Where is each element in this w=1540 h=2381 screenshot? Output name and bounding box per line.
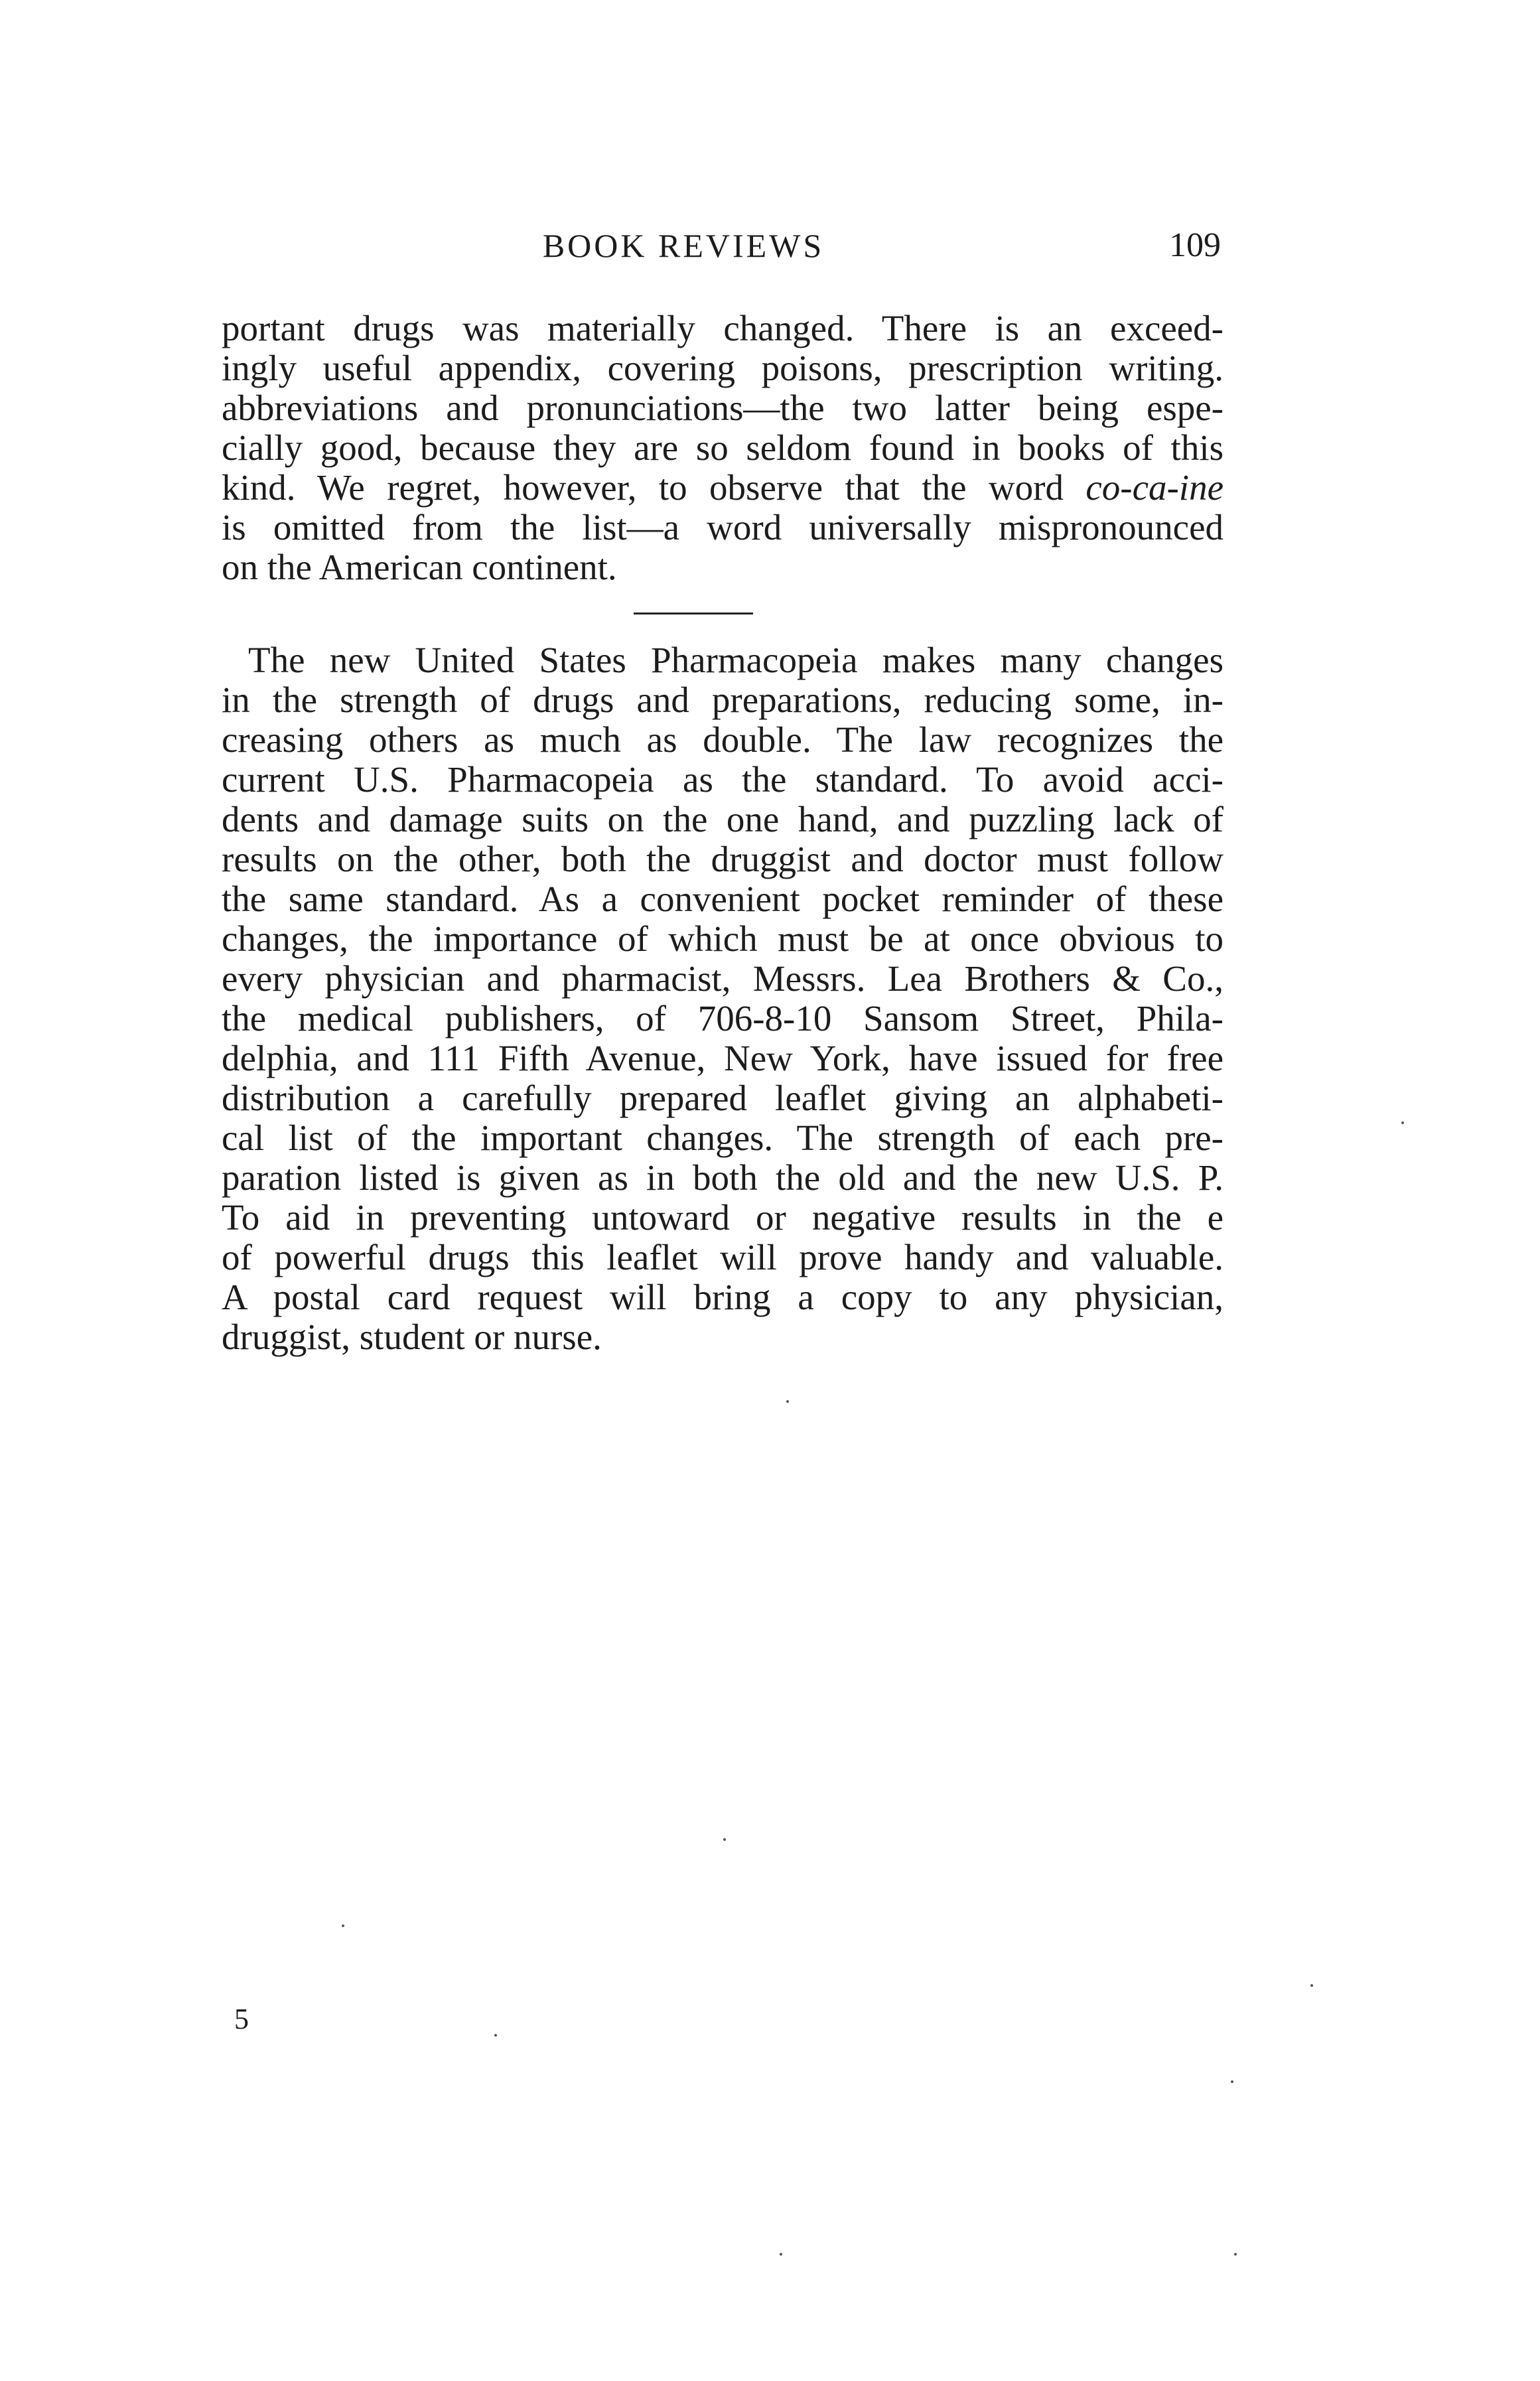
scan-speck xyxy=(494,2034,497,2037)
scan-speck xyxy=(1401,1121,1404,1124)
paragraph-2-first-line-text: The new United States Pharmacopeia makes many changes xyxy=(248,640,1224,680)
scan-speck xyxy=(780,2253,782,2256)
paragraph-2-line: current U.S. Pharmacopeia as the standard. To avoid acci- xyxy=(222,759,1224,800)
paragraph-2-line: druggist, student or nurse. xyxy=(222,1317,602,1357)
paragraph-2-line: the medical publishers, of 706-8-10 Sansom Street, Phila- xyxy=(222,998,1224,1039)
scan-speck xyxy=(723,1838,726,1841)
running-title: BOOK REVIEWS xyxy=(542,227,825,264)
paragraph-2-line: paration listed is given as in both the old and the new U.S. P. xyxy=(222,1157,1224,1198)
paragraph-1-line: cially good, because they are so seldom found in books of this xyxy=(222,427,1224,468)
paragraph-2-line: creasing others as much as double. The law recognizes the xyxy=(222,719,1224,760)
paragraph-2-line: the same standard. As a convenient pocket reminder of these xyxy=(222,879,1224,919)
paragraph-1-line: portant drugs was materially changed. There is an exceed- xyxy=(222,308,1224,348)
paragraph-2-line: in the strength of drugs and preparations, reducing some, in- xyxy=(222,680,1224,720)
paragraph-2-line: results on the other, both the druggist and doctor must follow xyxy=(222,839,1224,879)
scan-speck xyxy=(342,1924,344,1927)
paragraph-1-line: is omitted from the list—a word universally mispronounced xyxy=(222,507,1224,547)
paragraph-2-line: dents and damage suits on the one hand, and puzzling lack of xyxy=(222,799,1224,839)
scan-speck xyxy=(1234,2253,1237,2256)
paragraph-2-line: distribution a carefully prepared leaflet giving an alphabeti- xyxy=(222,1078,1224,1118)
paragraph-2-line: delphia, and 111 Fifth Avenue, New York, have issued for free xyxy=(222,1038,1224,1078)
paragraph-2-line: every physician and pharmacist, Messrs. Lea Brothers & Co., xyxy=(222,958,1224,999)
paragraph-1-line: abbreviations and pronunciations—the two latter being espe- xyxy=(222,388,1224,428)
page-number: 109 xyxy=(1169,226,1221,264)
paragraph-2-line: To aid in preventing untoward or negative results in the e xyxy=(222,1197,1224,1238)
paragraph-2-line xyxy=(248,640,1224,682)
italic-word: co-ca-ine xyxy=(1085,467,1224,508)
scan-speck xyxy=(1231,2080,1233,2083)
scan-speck xyxy=(786,1400,789,1403)
paragraph-2-line: of powerful drugs this leaflet will prove handy and valuable. xyxy=(222,1237,1224,1277)
paragraph-2-line: changes, the importance of which must be at once obvious to xyxy=(222,918,1224,959)
signature-mark: 5 xyxy=(234,2003,249,2035)
scan-speck xyxy=(1310,1984,1313,1987)
running-head xyxy=(0,219,1540,272)
section-divider xyxy=(634,613,753,614)
paragraph-1-line: kind. We regret, however, to observe that the word co-ca-ine xyxy=(222,467,1224,508)
paragraph-1-line: on the American continent. xyxy=(222,547,617,587)
paragraph-2-line: cal list of the important changes. The strength of each pre- xyxy=(222,1118,1224,1158)
paragraph-2-line: A postal card request will bring a copy to any physician, xyxy=(222,1277,1224,1317)
paragraph-1-line: ingly useful appendix, covering poisons, prescription writing. xyxy=(222,348,1224,388)
